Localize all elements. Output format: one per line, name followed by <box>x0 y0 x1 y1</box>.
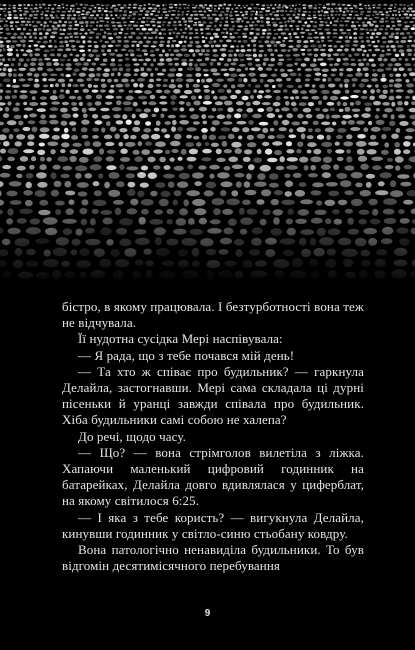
static-noise-image <box>0 0 415 285</box>
paragraph: До речі, щодо часу. <box>78 428 186 444</box>
header-illustration <box>0 0 415 285</box>
paragraph: Її нудотна сусідка Мері наспівувала: <box>78 331 283 347</box>
paragraph: — Та хто ж співає про будильник? — гаркнула Делайла, застогнавши. Мері сама складала ці дурні пісеньки й уранці завжди співала про будильник. Хіба будильники самі собою не халепа? <box>62 363 364 428</box>
paragraph: — І яка з тебе користь? — вигукнула Делайла, кинувши годинник у світло-синю стьобану ковдру. <box>62 509 364 541</box>
paragraph: бістро, в якому працювала. І безтурботності вона теж не відчувала. <box>62 299 364 331</box>
body-text <box>62 299 364 574</box>
paragraph: — Що? — вона стрімголов вилетіла з ліжка. Хапаючи маленький цифровий годинник на батарейках, Делайла довго вдивлялася у циферблат, на якому світилося 6:25. <box>62 444 364 509</box>
paragraph: — Я рада, що з тебе почався мій день! <box>78 347 295 363</box>
paragraph: Вона патологічно ненавиділа будильники. То був відгомін десятимісячного перебування <box>62 542 364 574</box>
page-number: 9 <box>204 608 211 619</box>
